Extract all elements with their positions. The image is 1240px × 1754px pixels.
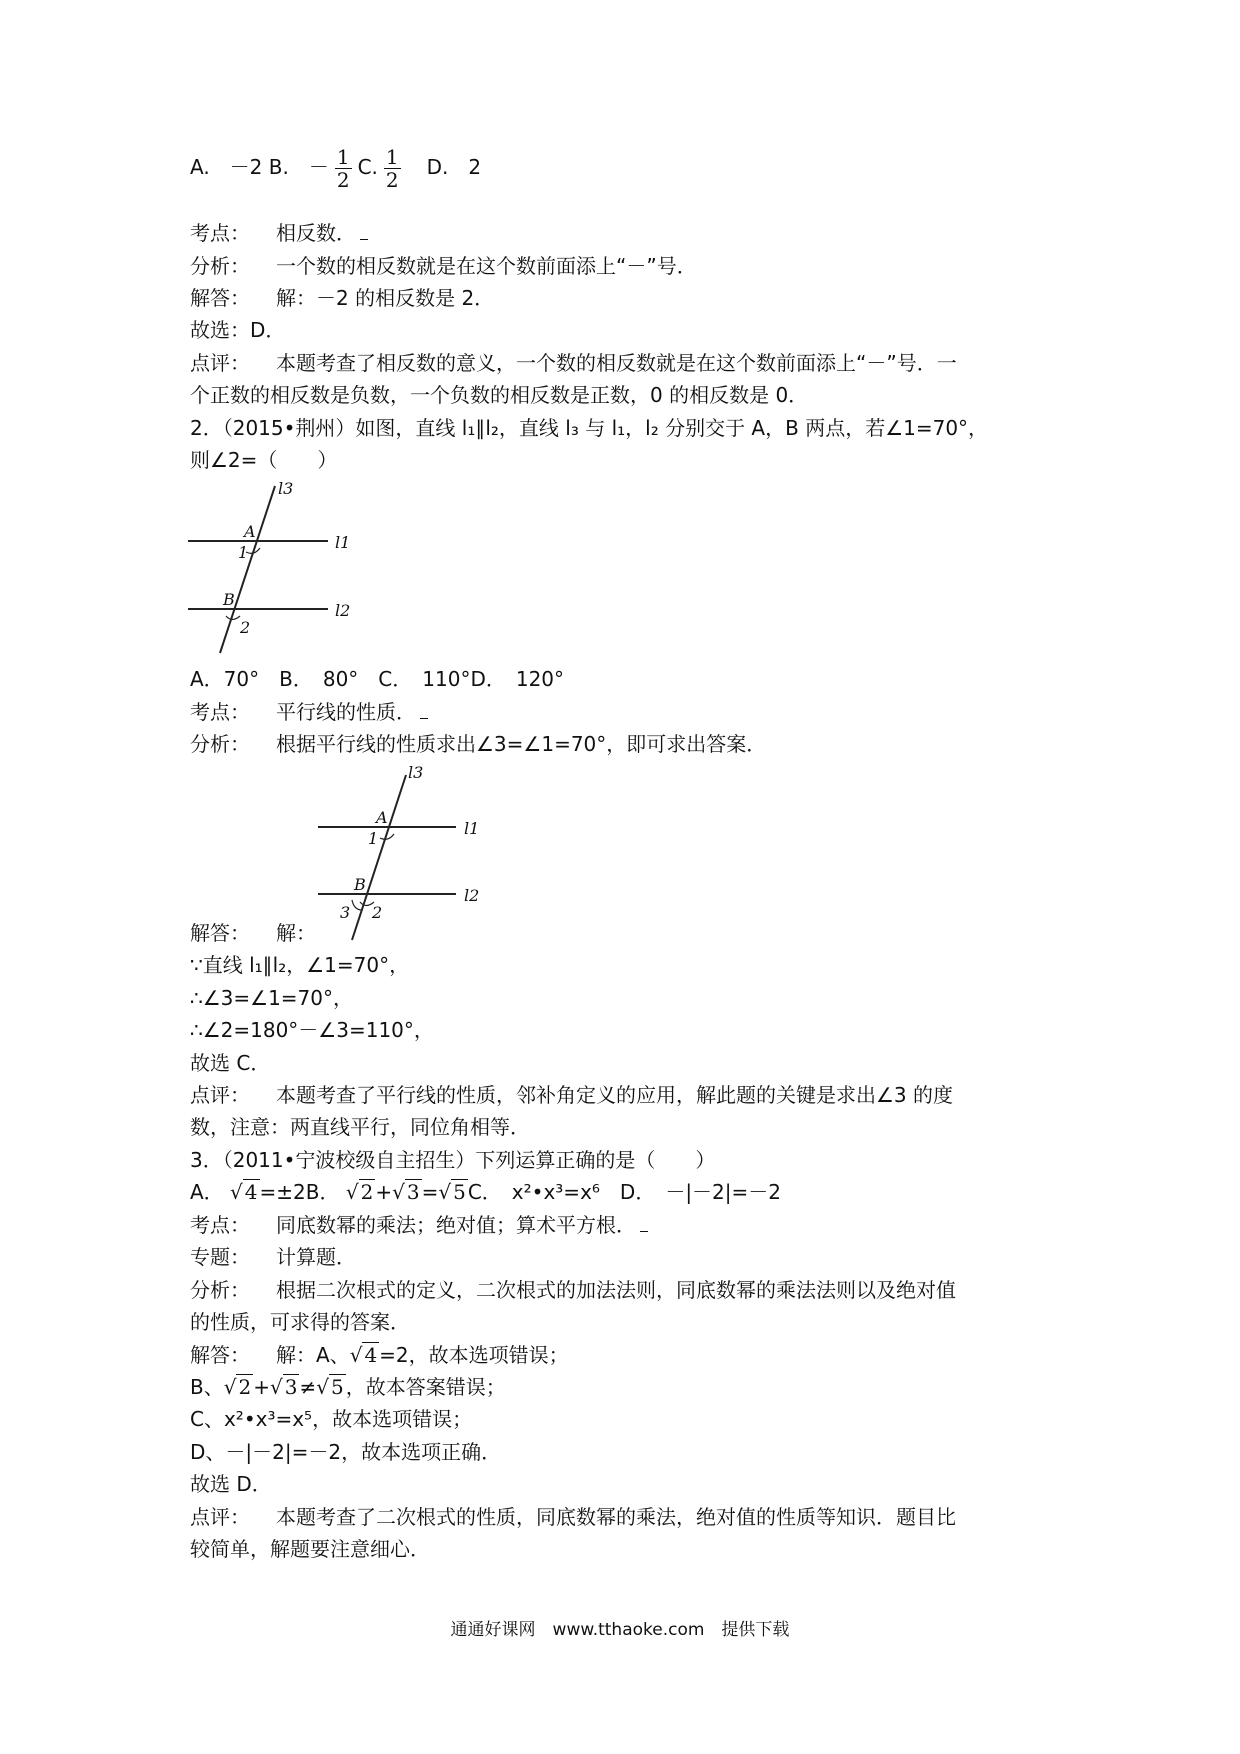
angle-1-label: 1 xyxy=(368,829,379,848)
q2-stem-cont: 则∠2=（ ） xyxy=(190,448,338,472)
label-l2: l2 xyxy=(335,601,351,620)
q3-zhuanti: 专题： 计算题． xyxy=(190,1245,356,1269)
q2-dianping: 点评： 本题考查了平行线的性质，邻补角定义的应用，解此题的关键是求出∠3 的度 xyxy=(190,1083,954,1107)
angle-2-label: 2 xyxy=(240,618,251,637)
q2-figure-1 xyxy=(180,478,380,658)
label-b: B xyxy=(354,875,366,894)
angle-2-label: 2 xyxy=(372,903,383,922)
q2-kaodian: 考点： 平行线的性质． xyxy=(190,697,1060,727)
q1-answer: 故选：D． xyxy=(190,318,286,342)
q3-step-c: C、x²•x³=x⁵，故本选项错误； xyxy=(190,1407,473,1431)
q3-fenxi: 分析： 根据二次根式的定义，二次根式的加法法则，同底数幂的乘法法则以及绝对值 xyxy=(190,1278,956,1302)
q2-dianping-cont: 数，注意：两直线平行，同位角相等． xyxy=(190,1115,530,1139)
q1-options: A. －2 B. － $\frac{1}{2}$ C. $\frac{1}{2}$ D. 2 xyxy=(190,145,482,192)
page-footer: 通通好课网 www.tthaoke.com 提供下载 xyxy=(450,1620,790,1640)
label-b: B xyxy=(223,590,235,609)
angle-3-label: 3 xyxy=(340,903,351,922)
sqrt-2: √ 2 xyxy=(223,1375,252,1399)
label-l1: l1 xyxy=(335,533,351,552)
q3-stem: 3．（2011•宁波校级自主招生）下列运算正确的是（ ） xyxy=(190,1148,716,1172)
q2-stem: 2．（2015•荆州）如图，直线 l₁∥l₂，直线 l₃ 与 l₁，l₂ 分别交于 A，B 两点，若∠1=70°， xyxy=(190,416,989,440)
q2-jieda: 解答： 解： xyxy=(190,921,316,945)
q3-dianping: 点评： 本题考查了二次根式的性质，同底数幂的乘法，绝对值的性质等知识．题目比 xyxy=(190,1505,956,1529)
q2-step-1: ∵直线 l₁∥l₂，∠1=70°， xyxy=(190,953,410,977)
q1-dianping: 点评： 本题考查了相反数的意义，一个数的相反数就是在这个数前面添上“－”号．一 xyxy=(190,351,957,375)
q3-fenxi-cont: 的性质，可求得的答案． xyxy=(190,1310,410,1334)
sqrt-3: √ 3 xyxy=(392,1180,420,1204)
q2-step-3: ∴∠2=180°－∠3=110°， xyxy=(190,1018,434,1042)
q3-options: A． √ 4 =±2B． √ 2 +√ 3 =√ 5 C． x²•x³=x⁶ D． －|－2|=－2 xyxy=(190,1177,1060,1207)
q2-step-2: ∴∠3=∠1=70°， xyxy=(190,986,353,1010)
q2-answer: 故选 C． xyxy=(190,1051,271,1075)
q3-answer: 故选 D． xyxy=(190,1472,272,1496)
label-l3: l3 xyxy=(408,763,424,782)
q3-step-b: B、√ 2 +√ 3 ≠√ 5 ，故本答案错误； xyxy=(190,1372,1060,1402)
label-a: A xyxy=(244,522,256,541)
angle-1-label: 1 xyxy=(238,543,249,562)
label-l1: l1 xyxy=(464,819,480,838)
q3-step-d: D、－|－2|=－2，故本选项正确． xyxy=(190,1440,502,1464)
q1-fenxi: 分析： 一个数的相反数就是在这个数前面添上“－”号． xyxy=(190,254,697,278)
fraction-minus-half: $\frac{1}{2}$ xyxy=(336,145,350,192)
q2-fenxi: 分析： 根据平行线的性质求出∠3=∠1=70°，即可求出答案． xyxy=(190,732,767,756)
sqrt-2: √ 2 xyxy=(345,1180,374,1204)
q2-options: A．70° B． 80° C． 110°D． 120° xyxy=(190,667,565,691)
label-l3: l3 xyxy=(278,479,294,498)
sqrt-4: √ 4 xyxy=(230,1180,258,1204)
fraction-half: $\frac{1}{2}$ xyxy=(385,145,399,192)
q3-dianping-cont: 较简单，解题要注意细心． xyxy=(190,1537,430,1561)
sqrt-5: √ 5 xyxy=(438,1180,466,1204)
q3-kaodian: 考点： 同底数幂的乘法；绝对值；算术平方根． xyxy=(190,1210,1060,1240)
label-a: A xyxy=(376,808,388,827)
q3-jieda: 解答： 解：A、√ 4 =2，故本选项错误； xyxy=(190,1340,1060,1370)
sqrt-4: √ 4 xyxy=(349,1343,378,1367)
sqrt-3: √ 3 xyxy=(269,1375,298,1399)
sqrt-5: √ 5 xyxy=(316,1375,344,1399)
label-l2: l2 xyxy=(464,886,480,905)
q1-jieda: 解答： 解：－2 的相反数是 2． xyxy=(190,286,495,310)
q1-dianping-cont: 个正数的相反数是负数，一个负数的相反数是正数，0 的相反数是 0． xyxy=(190,383,809,407)
q1-kaodian: 考点： 相反数． xyxy=(190,218,1060,248)
